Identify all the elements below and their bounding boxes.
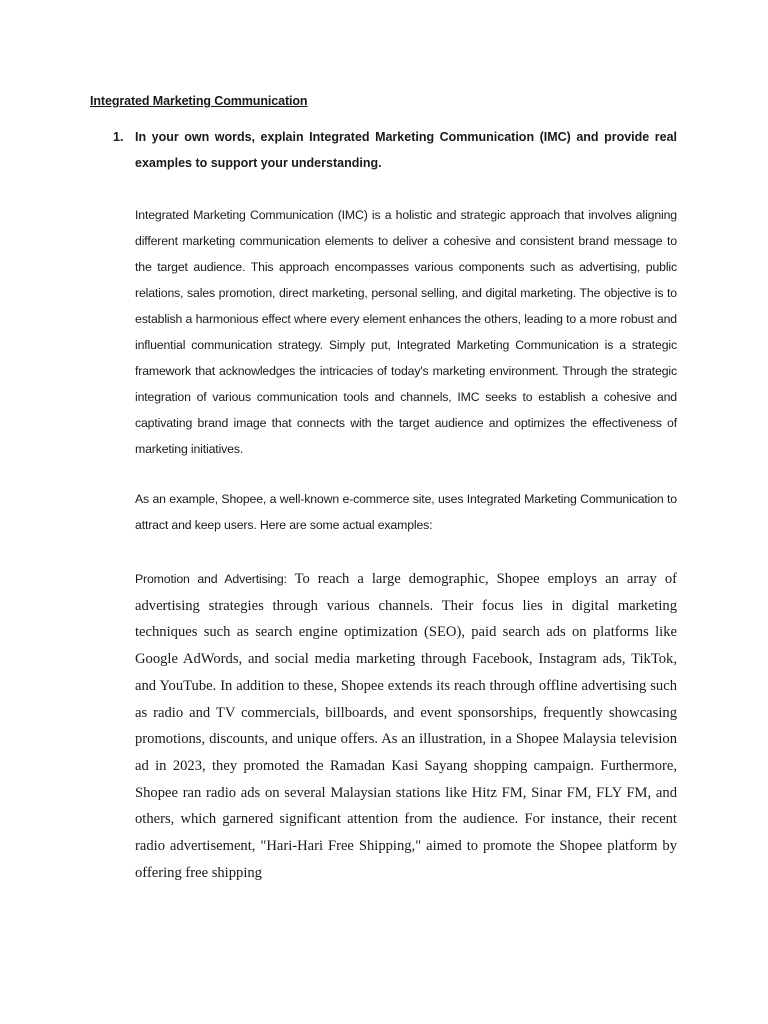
document-heading: Integrated Marketing Communication	[90, 94, 308, 108]
paragraph-imc-definition: Integrated Marketing Communication (IMC) is a holistic and strategic approach that involves aligning different marketing communication elements to deliver a cohesive and consistent brand message to the target audience. This approach encompasses various components such as advertising, public relations, sales promotion, direct marketing, personal selling, and digital marketing. The objective is to establish a harmonious effect where every element enhances the others, leading to a more robust and influential communication strategy. Simply put, Integrated Marketing Communication is a strategic framework that acknowledges the intricacies of today's marketing environment. Through the strategic integration of various communication tools and channels, IMC seeks to establish a cohesive and captivating brand image that connects with the target audience and optimizes the effectiveness of marketing initiatives.	[135, 208, 677, 456]
question-item	[113, 124, 677, 176]
question-number: 1.	[113, 130, 124, 144]
paragraph-body-text: To reach a large demographic, Shopee employs an array of advertising strategies through various channels. Their focus lies in digital marketing techniques such as search engine optimization (SEO), paid search ads on platforms like Google AdWords, and social media marketing through Facebook, Instagram ads, TikTok, and YouTube. In addition to these, Shopee extends its reach through offline advertising such as radio and TV commercials, billboards, and event sponsorships, frequently showcasing promotions, discounts, and unique offers. As an illustration, in a Shopee Malaysia television ad in 2023, they promoted the Ramadan Kasi Sayang shopping campaign. Furthermore, Shopee ran radio ads on several Malaysian stations like Hitz FM, Sinar FM, FLY FM, and others, which garnered significant attention from the audience. For instance, their recent radio advertisement, "Hari-Hari Free Shipping," aimed to promote the Shopee platform by offering free shipping	[135, 571, 678, 881]
paragraph-promotion-advertising	[135, 566, 677, 886]
paragraph-lead-label: Promotion and Advertising:	[135, 572, 287, 586]
question-text: In your own words, explain Integrated Marketing Communication (IMC) and provide real examples to support your understanding.	[135, 130, 677, 170]
paragraph-shopee-intro: As an example, Shopee, a well-known e-commerce site, uses Integrated Marketing Communication to attract and keep users. Here are some actual examples:	[135, 492, 677, 532]
